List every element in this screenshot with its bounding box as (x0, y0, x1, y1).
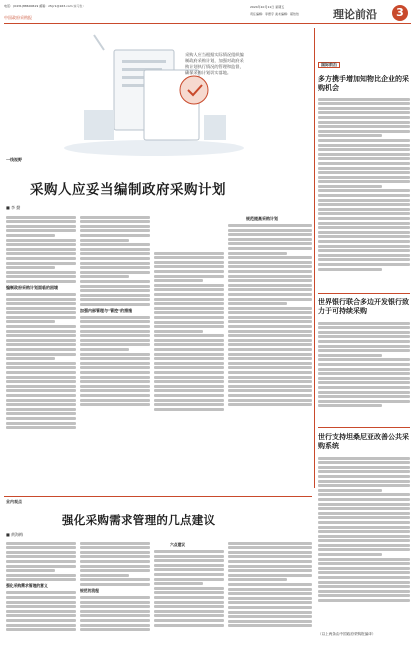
bottom-subhead-3: 六点建议 (170, 542, 186, 547)
right-footer-note: （以上两条由中国政府采购报编译） (318, 632, 376, 636)
page-number: 3 (396, 6, 404, 19)
column-divider (314, 28, 315, 488)
bottom-section-rule (4, 496, 312, 497)
masthead-editors: 责任编辑：李德宇 美术编辑：郝依依 (250, 12, 299, 16)
right-column-tag (318, 62, 340, 68)
lead-body-col3 (154, 250, 224, 492)
bottom-body-col3 (154, 540, 224, 644)
right-article-2-title: 世界银行联合多边开发银行致力于可持续采购 (318, 297, 409, 315)
lead-body-col2 (80, 214, 150, 492)
right-article-2-body (318, 320, 410, 424)
lead-body-col4 (228, 214, 312, 492)
right-article-3-title: 世行支持坦桑尼亚改善公共采购系统 (318, 432, 409, 450)
lead-subhead-1: 编制政府采购计划面临的困境 (6, 284, 58, 290)
lead-byline: ■ 李 勤 (6, 205, 21, 210)
bottom-subhead-1: 强化采购需求管理的意义 (6, 583, 48, 589)
bottom-body-col2 (80, 540, 150, 644)
right-rule-2 (318, 427, 410, 428)
bottom-title: 强化采购需求管理的几点建议 (62, 513, 216, 527)
right-rule-1 (318, 293, 410, 294)
bottom-column-tag: 业内观点 (6, 499, 22, 504)
bottom-body-col4 (228, 540, 312, 644)
masthead-contact: 电话：(0431)88600619 邮箱：zfcjr1@163.com 实习生： (4, 4, 86, 8)
section-title: 理论前沿 (333, 8, 377, 21)
page-number-badge (392, 5, 408, 21)
right-article-3-body (318, 455, 410, 625)
masthead-brand: 中国政府采购报 (4, 15, 32, 20)
lead-subhead-3: 规范提高采购计划 (246, 216, 278, 221)
lead-title: 采购人应妥当编制政府采购计划 (30, 182, 226, 198)
right-article-1-title: 多方携手增加知物比企业的采购机会 (318, 74, 409, 92)
lead-body-col1 (6, 214, 76, 492)
bottom-byline: ■ 黄海梅 (6, 532, 24, 537)
bottom-body-col1 (6, 540, 76, 644)
right-column-tag-label: 国际前沿 (321, 62, 337, 67)
lead-subhead-2: 加强内部管理与"管控"的措施 (80, 307, 133, 313)
bottom-subhead-2: 规范的流程 (80, 587, 99, 593)
masthead-date: 2024年10月11日 星期五 (250, 5, 285, 9)
lead-pull-quote: 采购人应当根据实际情况组织编制政府采购计划，加强对政府采购计划执行情况的管理和监督，确保采购计划切实落地。 (185, 52, 244, 75)
masthead-rule (4, 23, 411, 24)
right-article-1-body (318, 96, 410, 290)
lead-column-tag: 一线视野 (6, 157, 22, 162)
